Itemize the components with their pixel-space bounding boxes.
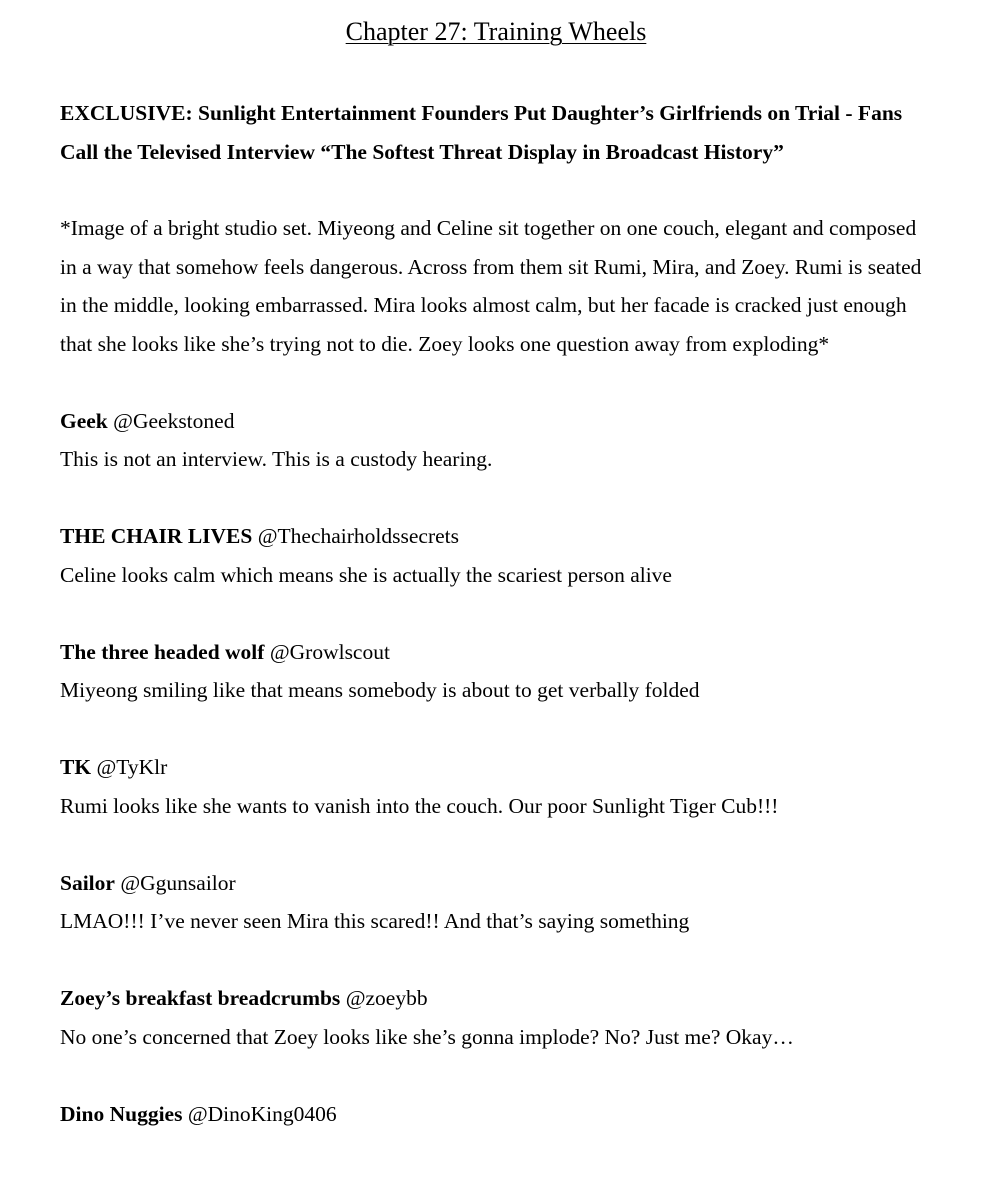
post [60, 517, 932, 594]
post-author [60, 517, 932, 556]
author-handle: @zoeybb [345, 986, 428, 1010]
post-text: LMAO!!! I’ve never seen Mira this scared!! And that’s saying something [60, 909, 690, 933]
author-handle: @Ggunsailor [120, 870, 236, 895]
article-headline: EXCLUSIVE: Sunlight Entertainment Founders Put Daughter’s Girlfriends on Trial - Fans Call the Televised Interview “The Softest Threat Display in Broadcast History” [60, 101, 903, 164]
post [60, 979, 932, 1056]
post [60, 748, 932, 825]
post-text: No one’s concerned that Zoey looks like she’s gonna implode? No? Just me? Okay… [60, 1024, 794, 1049]
post [60, 1095, 932, 1134]
author-name: Dino Nuggies [60, 1101, 183, 1126]
post [60, 633, 932, 710]
chapter-title: Chapter 27: Training Wheels [345, 17, 647, 46]
post [60, 864, 932, 941]
author-name: Sailor [60, 870, 115, 895]
author-handle: @DinoKing0406 [187, 1101, 337, 1126]
author-name: Geek [60, 408, 108, 433]
post [60, 402, 932, 479]
post-text: Miyeong smiling like that means somebody is about to get verbally folded [60, 678, 700, 702]
post-text: Celine looks calm which means she is actually the scariest person alive [60, 562, 672, 587]
post-text: Rumi looks like she wants to vanish into the couch. Our poor Sunlight Tiger Cub!!! [60, 793, 779, 818]
author-handle: @Growlscout [269, 639, 390, 664]
author-name: TK [60, 755, 92, 779]
image-caption: *Image of a bright studio set. Miyeong and Celine sit together on one couch, elegant and composed in a way that somehow feels dangerous. Across from them sit Rumi, Mira, and Zoey. Rumi is seated in the middle, looking embarrassed. Mira looks almost calm, but her facade is cracked just enough that she looks like she’s trying not to die. Zoey looks one question away from exploding* [60, 216, 922, 356]
post-author [60, 979, 932, 1018]
author-handle: @Thechairholdssecrets [257, 524, 460, 548]
author-handle: @Geekstoned [113, 408, 235, 433]
post-text: This is not an interview. This is a custody hearing. [60, 447, 493, 471]
post-author [60, 633, 932, 672]
post-author [60, 402, 932, 441]
author-name: The three headed wolf [60, 639, 265, 664]
post-author [60, 864, 932, 903]
post-author [60, 748, 932, 787]
author-name: THE CHAIR LIVES [60, 524, 253, 548]
author-name: Zoey’s breakfast breadcrumbs [60, 986, 341, 1010]
author-handle: @TyKlr [96, 755, 168, 779]
post-author [60, 1095, 932, 1134]
